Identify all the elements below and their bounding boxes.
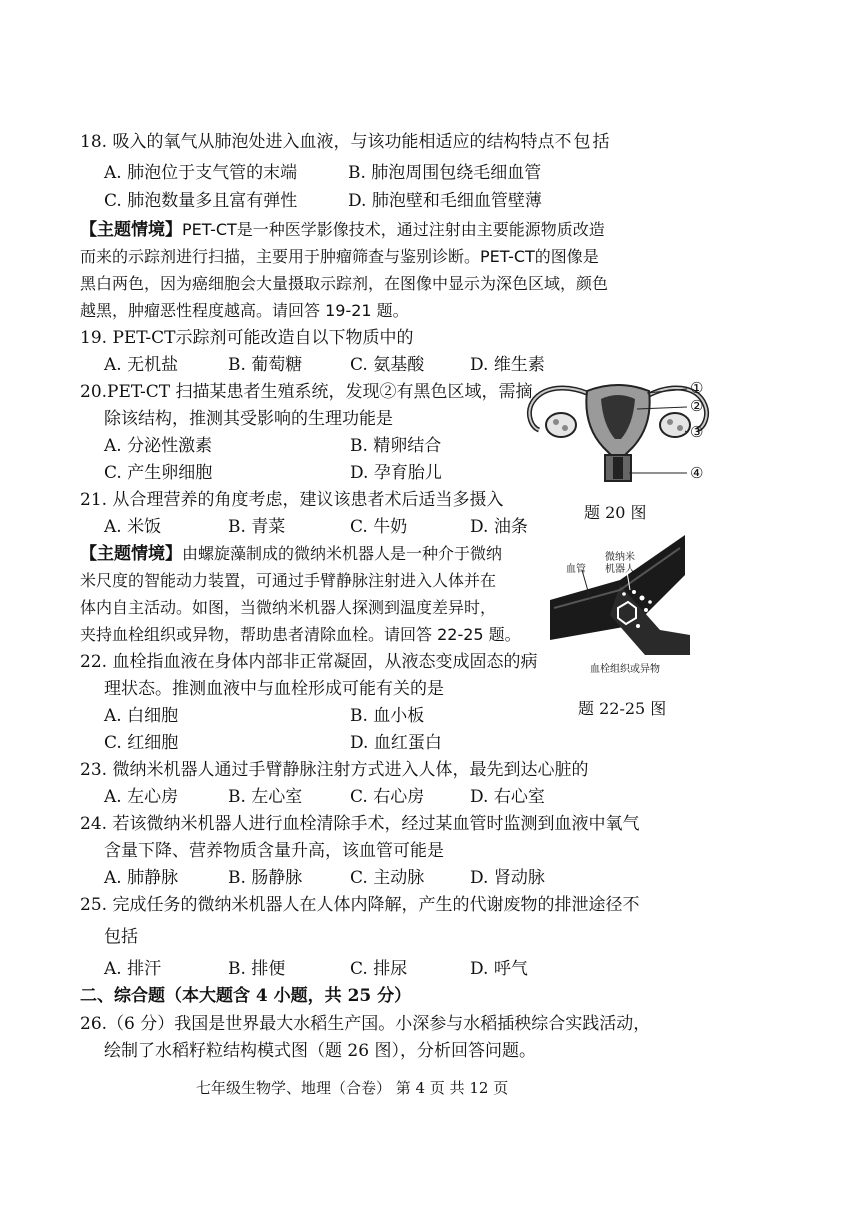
context1-line3: 黑白两色，因为癌细胞会大量摄取示踪剂，在图像中显示为深色区域，颜色 <box>80 274 609 293</box>
q24-option-a: A. 肺静脉 <box>104 868 179 888</box>
context1-line4: 越黑，肿瘤恶性程度越高。请回答 19-21 题。 <box>80 301 409 320</box>
q25-emphasis-1: 不 <box>622 895 640 915</box>
q25-option-b: B. 排便 <box>228 959 286 979</box>
q25-option-d: D. 呼气 <box>470 959 528 979</box>
q19-stem: 19. PET-CT示踪剂可能改造自以下物质中的 <box>80 328 414 348</box>
q26-line1: 26.（6 分）我国是世界最大水稻生产国。小深参与水稻插秧综合实践活动， <box>80 1014 651 1034</box>
context2-line2: 米尺度的智能动力装置，可通过手臂静脉注射进入人体并在 <box>80 571 497 590</box>
uterus-diagram <box>525 375 715 490</box>
q18-option-d: D. 肺泡壁和毛细血管壁薄 <box>348 191 542 211</box>
q19-option-a: A. 无机盐 <box>104 355 179 375</box>
fig22-label-clot: 血栓组织或异物 <box>590 664 660 675</box>
q22-option-b: B. 血小板 <box>350 706 425 726</box>
q23-option-b: B. 左心室 <box>228 787 303 807</box>
q20-stem-line2: 除该结构，推测其受影响的生理功能是 <box>104 409 393 429</box>
q20-option-a: A. 分泌性激素 <box>104 436 213 456</box>
q18-emphasis: 不包括 <box>554 132 612 152</box>
q23-stem: 23. 微纳米机器人通过手臂静脉注射方式进入人体，最先到达心脏的 <box>80 760 589 780</box>
fig22-label-vessel: 血管 <box>566 564 586 575</box>
q26-line2: 绘制了水稻籽粒结构模式图（题 26 图），分析回答问题。 <box>104 1041 536 1061</box>
q22-stem-line1: 22. 血栓指血液在身体内部非正常凝固，从液态变成固态的病 <box>80 652 538 672</box>
context2-line3: 体内自主活动。如图，当微纳米机器人探测到温度差异时， <box>80 598 497 617</box>
context1-tag: 【主题情境】 <box>80 220 182 240</box>
q19-option-b: B. 葡萄糖 <box>228 355 303 375</box>
q22-option-c: C. 红细胞 <box>104 733 179 753</box>
q22-option-d: D. 血红蛋白 <box>350 733 442 753</box>
q21-stem: 21. 从合理营养的角度考虑，建议该患者术后适当多摄入 <box>80 490 504 510</box>
q18-option-b: B. 肺泡周围包绕毛细血管 <box>348 163 542 183</box>
q21-option-b: B. 青菜 <box>228 517 286 537</box>
fig22-label-robot-line2: 机器人 <box>605 564 635 575</box>
q25-emphasis-2: 包括 <box>104 927 138 947</box>
fig22-caption: 题 22-25 图 <box>578 699 667 718</box>
q23-option-d: D. 右心室 <box>470 787 545 807</box>
fig20-label-2: ② <box>690 397 704 415</box>
fig20-caption: 题 20 图 <box>584 503 647 522</box>
fig20-label-4: ④ <box>690 464 704 482</box>
q20-option-b: B. 精卵结合 <box>350 436 442 456</box>
q25-stem-line1: 25. 完成任务的微纳米机器人在人体内降解，产生的代谢废物的排泄途径不 <box>80 895 640 915</box>
q25-stem-line2 <box>104 926 138 948</box>
context2-line1: 【主题情境】由螺旋藻制成的微纳米机器人是一种介于微纳 <box>80 544 503 564</box>
q25-option-c: C. 排尿 <box>350 959 408 979</box>
q25-option-a: A. 排汗 <box>104 959 162 979</box>
context2-tag: 【主题情境】 <box>80 544 182 564</box>
context2-line4: 夹持血栓组织或异物，帮助患者清除血栓。请回答 22-25 题。 <box>80 625 521 644</box>
q23-option-a: A. 左心房 <box>104 787 179 807</box>
q24-option-d: D. 肾动脉 <box>470 868 545 888</box>
q19-option-d: D. 维生素 <box>470 355 545 375</box>
q19-option-c: C. 氨基酸 <box>350 355 425 375</box>
fig20-label-1: ① <box>690 379 704 397</box>
fig20-label-3: ③ <box>690 423 704 441</box>
context1-line1: 【主题情境】PET-CT是一种医学影像技术，通过注射由主要能源物质改造 <box>80 220 605 240</box>
q18-option-a: A. 肺泡位于支气管的末端 <box>104 163 298 183</box>
fig22-label-robot-line1: 微纳米 <box>605 552 635 563</box>
q21-option-d: D. 油条 <box>470 517 528 537</box>
q22-option-a: A. 白细胞 <box>104 706 179 726</box>
q20-option-c: C. 产生卵细胞 <box>104 463 213 483</box>
q24-stem-line2: 含量下降、营养物质含量升高，该血管可能是 <box>104 841 444 861</box>
q24-option-c: C. 主动脉 <box>350 868 425 888</box>
q22-stem-line2: 理状态。推测血液中与血栓形成可能有关的是 <box>104 679 444 699</box>
q23-option-c: C. 右心房 <box>350 787 425 807</box>
page-footer: 七年级生物学、地理（合卷） 第 4 页 共 12 页 <box>196 1079 509 1097</box>
context1-line2: 而来的示踪剂进行扫描，主要用于肿瘤筛查与鉴别诊断。PET-CT的图像是 <box>80 247 599 266</box>
q24-option-b: B. 肠静脉 <box>228 868 303 888</box>
q21-option-a: A. 米饭 <box>104 517 162 537</box>
q24-stem-line1: 24. 若该微纳米机器人进行血栓清除手术，经过某血管时监测到血液中氧气 <box>80 814 640 834</box>
section2-title: 二、综合题（本大题含 4 小题，共 25 分） <box>80 986 412 1006</box>
q20-stem-line1: 20.PET-CT 扫描某患者生殖系统，发现②有黑色区域，需摘 <box>80 382 533 402</box>
q18-option-c: C. 肺泡数量多且富有弹性 <box>104 191 298 211</box>
q21-option-c: C. 牛奶 <box>350 517 408 537</box>
q20-option-d: D. 孕育胎儿 <box>350 463 442 483</box>
q18-stem: 18. 吸入的氧气从肺泡处进入血液，与该功能相适应的结构特点不包括 <box>80 132 612 152</box>
